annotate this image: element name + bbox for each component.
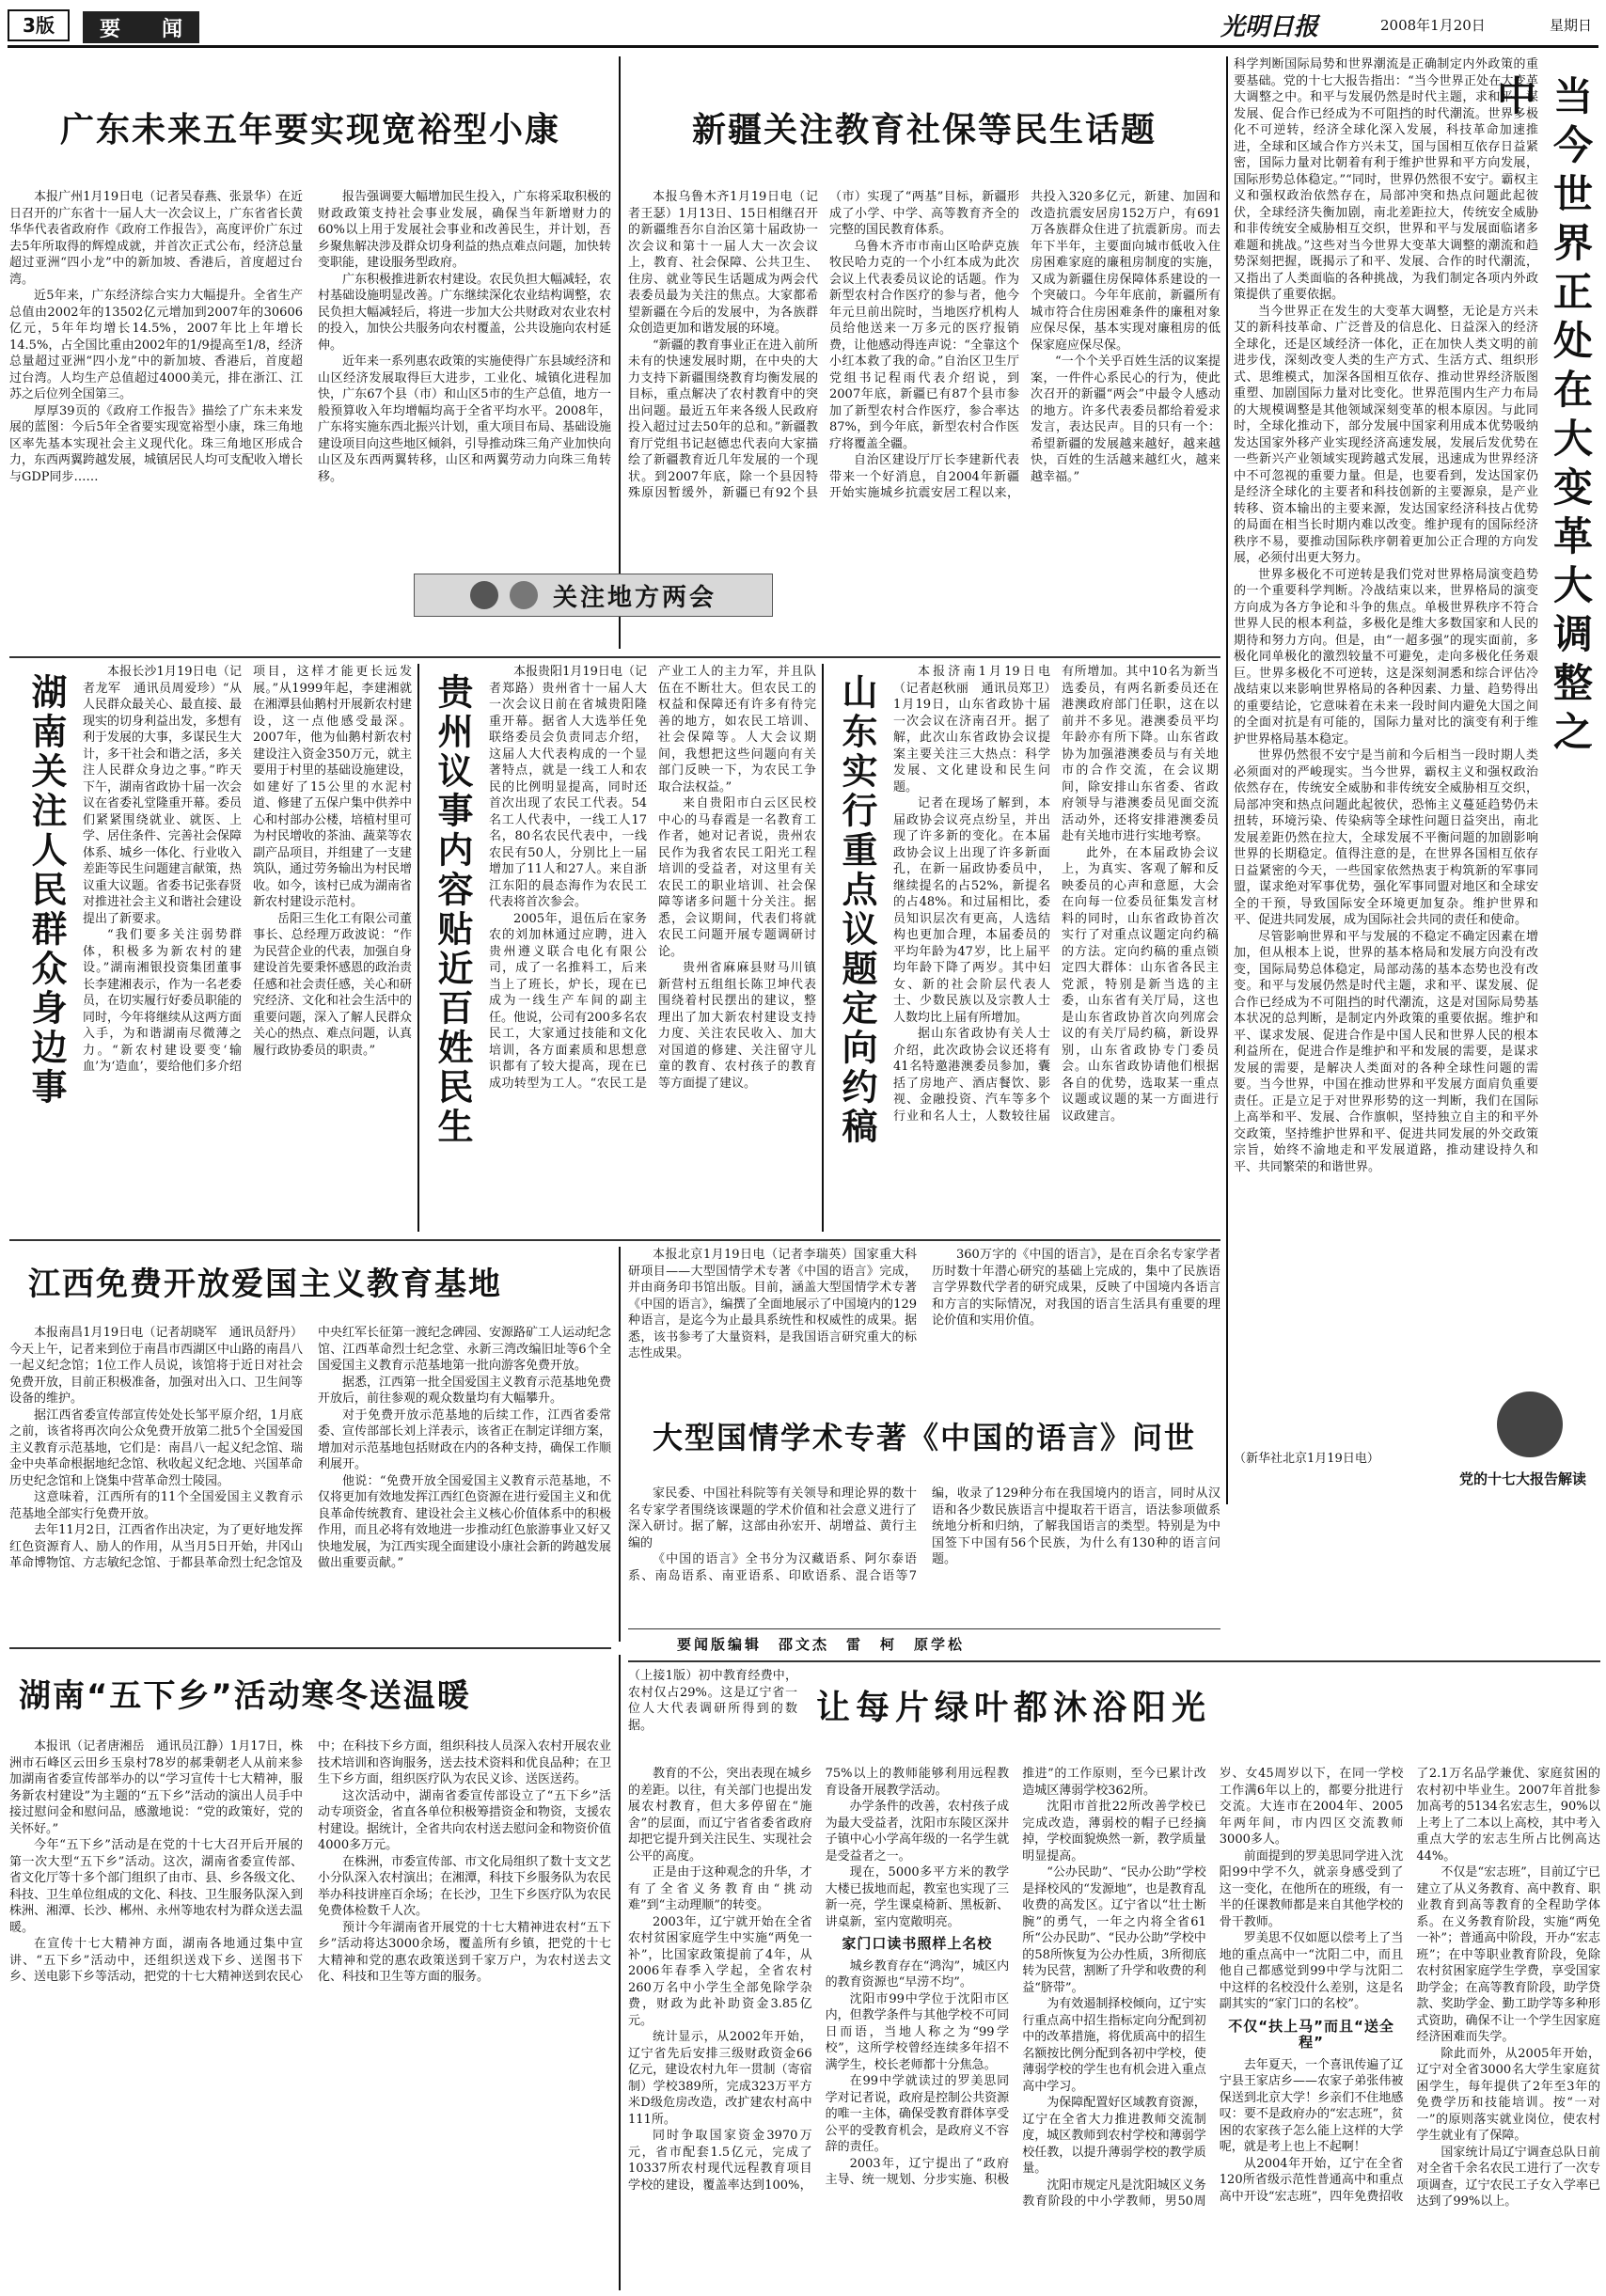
intro-box	[628, 1668, 797, 1762]
paragraph: 为保障配置好区域教育资源，辽宁在全省大力推进教师交流制度，城区教师到农村学校和薄弱学校任教，以提升薄弱学校的教学质量。	[1022, 2096, 1206, 2176]
paragraph: 360万字的《中国的语言》，是在百余名专家学者历时数十年潜心研究的基础上完成的，集中了民族语言学界数代学者的研究成果，反映了中国境内各语言和方言的实际情况，对我国的语言生活具有重要的理论价值和实用价值。	[932, 1248, 1220, 1328]
paragraph: 今年“五下乡”活动是在党的十七大召开后开展的第一次大型“五下乡”活动。这次，湖南省委宣传部、省文化厅等十多个部门组织了由市、县、乡各级文化、科技、卫生单位组成的文化、科技、卫生服务队深入到株洲、湘潭、长沙、郴州、永州等地农村为群众送去温暖。	[9, 1838, 304, 1935]
series-label: 党的十七大报告解读	[1459, 1470, 1587, 1487]
paragraph: 本报南昌1月19日电（记者胡晓军 通讯员舒丹）今天上午，记者来到位于南昌市西湖区中山路的南昌八一起义纪念馆；1位工作人员说，该馆将于近日对社会免费开放，目前正积极准备，加强对出入口、卫生间等设备的维护。	[9, 1326, 304, 1406]
column-rule	[619, 1247, 621, 1642]
paragraph: 此外，在本届政协会议上，为真实、客观了解和反映委员的心声和意愿，大会在向每一位委员征集发言材料的同时，山东省政协首次实行了对重点议题定向约稿的方法。定向约稿的重点锁定四大群体：山东省各民主党派，特别是新当选的主委，山东省有关厅局，这也是山东省政协首次向列席会议的有关厅局约稿，新设界别，山东省政协专门委员会。山东省政协请他们根据各自的优势，选取某一重点议题或议题的某一方面进行议政建言。	[1062, 845, 1219, 1124]
paragraph: “一个个关乎百姓生活的议案提案，一件件心系民心的行为，使此次召开的新疆“两会”中最令人感动的地方。许多代表委员都给着爱求发言，表达民声。目的只有一个：希望新疆的发展越来越好，越来越快，百姓的生活越来越红火，越来越幸福。”	[1031, 354, 1220, 484]
paragraph: 办学条件的改善，农村孩子成为最大受益者，沈阳市东陵区深井子镇中心小学高年级的一名学生就是受益者之一。	[825, 1800, 1010, 1864]
article-body	[1234, 56, 1538, 1429]
headline: 让每片绿叶都沐浴阳光	[816, 1689, 1212, 1727]
paragraph: 现在，5000多平方米的教学大楼已拔地而起，教室也实现了三新一亮，学生课桌椅新、黑板新、讲桌新，室内宽敞明亮。	[825, 1865, 1010, 1929]
header-rule	[8, 45, 1598, 48]
page-number: 3版	[8, 9, 70, 41]
headline: 广东未来五年要实现宽裕型小康	[59, 111, 560, 149]
paragraph: 预计今年湖南省开展党的十七大精神进农村“五下乡”活动将达3000余场，覆盖所有乡镇，把党的十七大精神和党的惠农政策送到千家万户，为农村送去文化、科技和卫生等方面的服务。	[318, 1920, 611, 1984]
paragraph: 近5年来，广东经济综合实力大幅提升。全省生产总值由2002年的13502亿元增加到2007年的30606亿元，5年年均增长14.5%，2007年比上年增长14.5%，占全国比重由2002年的1/9提高至1/8，经济总量超过亚洲“四小龙”中的新加坡、香港后，首度超过台湾。人均生产总值超过4000美元，排在浙江、江苏之后位列全国第三。	[9, 289, 303, 401]
article-language	[628, 1247, 1220, 1627]
article-body	[9, 1738, 611, 2290]
emblem-icon	[470, 581, 498, 609]
paragraph: 本报讯（记者唐湘岳 通讯员江静）1月17日，株洲市石峰区云田乡玉泉村78岁的郝秉朝老人从前来参加湖南省委宣传部举办的以“学习宣传十七大精神，服务新农村建设”为主题的“五下乡”活动的演出人员手中接过慰问金和慰问品，感激地说：“党的政策好，党的关怀好。”	[9, 1739, 303, 1836]
subheading: 不仅“扶上马”而且“送全程”	[1228, 2017, 1394, 2051]
paragraph: 据山东省政协有关人士介绍，此次政协会议还将有41名特邀港澳委员参加，囊括了房地产、酒店餐饮、影视、金融投资、汽车等多个行业和名人士，人数较往届有所增加。其中10名为新当选委员，有两名新委员还在港澳政府部门任职，这在以前并不多见。港澳委员平均年龄亦有所下降。山东省政协为加强港澳委员与有关地市的合作交流，在会议期间，除安排山东省委、省政府领导与港澳委员见面交流活动外，还将安排港澳委员赴有关地市进行实地考察。	[893, 665, 1219, 1124]
column-rule	[619, 56, 621, 649]
paragraph: 罗美思不仅如愿以偿考上了当地的重点高中一“沈阳二中，而且他自己都感觉到99中学与沈阳二中这样的名校没什么差别，这是名副其实的“家门口的名校”。	[1219, 1931, 1404, 2011]
section-rule	[9, 1647, 611, 1649]
article-guangdong	[9, 56, 611, 649]
paragraph: 科学判断国际局势和世界潮流是正确制定内外政策的重要基础。党的十七大报告指出：“当今世界正处在大变革大调整之中。和平与发展仍然是时代主题，求和平、谋发展、促合作已经成为不可阻挡的时代潮流。世界多极化不可逆转，经济全球化深入发展，科技革命加速推进，全球和区域合作方兴未艾，国与国相互依存日益紧密，国际力量对比朝着有利于维护世界和平方向发展，国际形势总体稳定。”“同时，世界仍然很不安宁。霸权主义和强权政治依然存在，局部冲突和热点问题此起彼伏，全球经济失衡加剧，南北差距拉大，传统安全威胁和非传统安全威胁相互交织，世界和平与发展面临诸多难题和挑战。”这些对当今世界大变革大调整的潮流和趋势深刻把握，既揭示了和平、发展、合作的时代潮流，又指出了人类面临的各种挑战，为我们制定各项内外政策提供了重要依据。	[1234, 57, 1538, 302]
paragraph: 他说：“免费开放全国爱国主义教育示范基地，不仅将更加有效地发挥江西红色资源在进行爱国主义和优良革命传统教育、建设社会主义核心价值体系中的积极作用，而且必将有效地进一步推动红色旅游事业又好又快地发展，为江西实现全面建设小康社会新的跨越发展做出重要贡献。”	[318, 1473, 611, 1570]
headline: 贵州议事内容贴近百姓民生	[432, 673, 473, 1147]
editor-rule	[628, 1628, 1220, 1629]
article-hunan-wuxiaxiang	[9, 1655, 611, 2290]
section-rule	[9, 1239, 1220, 1241]
paragraph: 同时争取国家资金3970万元，省市配套1.5亿元，完成了10337所农村现代远程教育项目学校的建设，覆盖率达到100%，75%以上的教师能够利用远程教育设备开展教学活动。	[628, 1767, 1010, 2193]
paragraph: 城乡教育存在“鸿沟”，城区内的教育资源也“早涝不均”。	[825, 1958, 1010, 1989]
paragraph: 世界仍然很不安宁是当前和今后相当一段时期人类必须面对的严峻现实。当今世界，霸权主义和强权政治依然存在，传统安全威胁和非传统安全威胁相互交织，局部冲突和热点问题此起彼伏，恐怖主义蔓延趋势仍未扭转，环境污染、传染病等全球性问题日益突出，南北发展差距仍然在拉大，全球发展不平衡问题的加剧影响世界的长期稳定。值得注意的是，在世界各国相互依存日益紧密的今天，一些国家依然热衷于构筑新的军事同盟，谋求绝对军事优势，强化军事同盟对地区和全球安全的干预，导致国际安全环境更加复杂。维护世界和平、促进共同发展，成为国际社会共同的责任和使命。	[1234, 748, 1538, 927]
series-badge	[1459, 1392, 1600, 1495]
paragraph: 报告强调要大幅增加民生投入，广东将采取积极的财政政策支持社会事业发展，确保当年新增财力的60%以上用于发展社会事业和改善民生，并计划，吾乡聚焦解决涉及群众切身利益的热点难点问题，加快转变职能，建设服务型政府。	[318, 190, 611, 270]
paragraph: 去年11月2日，江西省作出决定，为了更好地发挥红色资源育人、励人的作用，从当月5日开始，井冈山革命博物馆、方志敏纪念馆、于都县革命烈士纪念馆及中央红军长征第一渡纪念碑园、安源路矿工人运动纪念馆、江西革命烈士纪念堂、永新三湾改编旧址等6个全国爱国主义教育示范基地第一批向游客免费开放。	[9, 1326, 611, 1570]
paragraph: 沈阳市规定凡是沈阳城区义务教育阶段的中小学教师，男50周岁、女45周岁以下，在同一学校工作满6年以上的，都要分批进行交流。大连市在2004年、2005年两年间，市内四区交流教师3000多人。	[1022, 1767, 1404, 2209]
paragraph: “公办民助”、“民办公助”学校是择校风的“发源地”，也是教育乱收费的高发区。辽宁省以“壮士断腕”的勇气，一年之内将全省61所“公办民助”、“民办公助”学校中的58所恢复为公办性质，3所彻底转为民营，割断了升学和收费的利益“脐带”。	[1022, 1865, 1206, 1995]
paragraph: 厚厚39页的《政府工作报告》描绘了广东未来发展的蓝图：今后5年全省要实现宽裕型小康，珠三角地区率先基本实现社会主义现代化。珠三角地区形成合力，东西两翼跨越发展，城镇居民人均可支配收入增长与GDP同步……	[9, 403, 304, 484]
section-rule	[9, 656, 1220, 658]
paragraph: 自治区建设厅厅长李建新代表带来一个好消息，自2004年新疆开始实施城乡抗震安居工程以来，共投入320多亿元，新建、加固和改造抗震安居房152万户，有691万各族群众住进了抗震新房。而去年下半年，主要面向城市低收入住房困难家庭的廉租房制度的实施，又成为新疆住房保障体系建设的一个突破口。今年年底前，新疆所有城市符合住房困难条件的廉租对象应保尽保，基本实现对廉租房的低保家庭应保尽保。	[829, 190, 1220, 500]
paragraph: 本报乌鲁木齐1月19日电（记者王瑟）1月13日、15日相继召开的新疆维吾尔自治区第十届政协一次会议和第十一届人大一次会议上，教育、社会保障、公共卫生、住房、就业等民生话题成为两会代表委员最为关注的焦点。大家都希望新疆在今后的发展中，为各族群众创造更加和谐发展的环境。	[628, 190, 818, 336]
paragraph: 家民委、中国社科院等有关领导和理论界的数十名专家学者围绕该课题的学术价值和社会意义进行了深入研讨。据了解，这部由孙宏开、胡增益、黄行主编的	[628, 1486, 917, 1550]
emblem-icon-2	[510, 581, 538, 609]
paragraph: 统计显示，从2002年开始，辽宁省先后安排三级财政资金66亿元，建设农村九年一贯制（寄宿制）学校389所，完成323万平方米D级危房改造，改扩建农村高中111所。	[628, 2030, 812, 2127]
paragraph: 尽管影响世界和平与发展的不稳定不确定因素在增加，但从根本上说，世界的基本格局和发展方向没有改变，国际局势总体稳定，局部动荡的基本态势也没有改变。和平与发展仍然是时代主题，求和平、谋发展、促合作已经成为不可阻挡的时代潮流，这是对国际局势基本状况的总判断，是制定内外政策的重要依据。维护和平、谋求发展、促进合作是中国人民和世界人民的根本利益所在，促进合作是维护和平和发展的需要，是谋求发展的需要，是解决人类面对的各种全球性问题的需要。当今世界，中国在推动世界和平发展方面肩负重要责任。正是立足于对世界形势的这一判断，我们在国际上高举和平、发展、合作旗帜，坚持独立自主的和平外交政策，坚持维护世界和平、促进共同发展的外交政策宗旨，始终不渝地走和平发展道路，推动建设持久和平、共同繁荣的和谐世界。	[1234, 929, 1538, 1174]
page-header	[8, 6, 1598, 43]
paragraph: “新疆的教育事业正在进入前所未有的快速发展时期，在中央的大力支持下新疆围绕教育均衡发展的目标，重点解决了农村教育中的突出问题。最近五年来各级人民政府投入超过过去50年的总和。”新疆教育厅党组书记赵德忠代表向大家描绘了新疆教育近几年发展的一个现状。到2007年底，除一个县因特殊原因暂缓外，新疆已有92个县（市）实现了“两基”目标，新疆形成了小学、中学、高等教育齐全的完整的国民教育体系。	[628, 190, 1019, 500]
paragraph: 世界多极化不可逆转是我们党对世界格局演变趋势的一个重要科学判断。冷战结束以来，世界格局的演变方向成为各方争论和斗争的焦点。单极世界秩序不符合世界人民的根本利益，多极化是维大多数国家和人民的期待和努力方向。但是，由“一超多强”的现实面前，多极化同单极化的激烈较量不可避免，走向多极化任务艰巨。世界多极化不可逆转，这是深刻洞悉和综合评估冷战结束以来影响世界格局的各种因素、力量、趋势得出的重要结论，它意味着在未来一段时间内避免大国之间的全面对抗是有可能的，国际力量对比的演变有利于维护世界格局基本稳定。	[1234, 567, 1538, 747]
column-rule	[417, 664, 419, 1232]
paragraph: 去年夏天，一个喜讯传遍了辽宁县王家店乡——农家子弟张伟被保送到北京大学！乡亲们不住地感叹：要不是政府办的“宏志班”，贫困的农家孩子怎么能上这样的大学呢，就是考上也上不起啊！	[1219, 2057, 1404, 2154]
headline: 山东实行重点议题定向约稿	[836, 673, 877, 1147]
editor-credit: 要闻版编辑 邵文杰 雷 柯 原学松	[677, 1636, 966, 1653]
paragraph: 正是由于这种观念的升华，才有了全省义务教育由“挑动难”到“主动理顺”的转变。	[628, 1865, 812, 1912]
paragraph: 据江西省委宣传部宣传处处长邹平原介绍，1月底之前，该省将再次向公众免费开放第二批5个全国爱国主义教育示范基地，它们是：南昌八一起义纪念馆、瑞金中央革命根据地纪念馆、秋收起义纪念地、兴国革命历史纪念馆和上饶集中营革命烈士陵园。	[9, 1407, 304, 1488]
headline: 新疆关注教育社保等民生话题	[691, 111, 1157, 149]
article-body-top	[628, 1247, 1220, 1388]
paragraph: 据悉，江西第一批全国爱国主义教育示范基地免费开放后，前往参观的观众数量均有大幅攀升。	[318, 1375, 611, 1406]
article-shandong	[827, 664, 1220, 1232]
paragraph: 本报长沙1月19日电（记者龙军 通讯员周爱珍）“从人民群众最关心、最直接、最现实的切身利益出发，多想有利于发展的大事，多谋民生大计，多干社会和谐之活，多关注人民群众身边之事。”昨天下午，湖南省政协十届一次会议在省委礼堂隆重开幕。委员们紧紧围绕就业、就医、上学、居住条件、完善社会保障体系、城乡一体化、行业收入差距等民生问题建言献策，热议重大议题。省委书记张春贤对推进社会主义和谐社会建设提出了新要求。	[83, 665, 243, 926]
issue-date: 2008年1月20日	[1380, 17, 1486, 34]
paragraph: 本报广州1月19日电（记者吴春燕、张景华）在近日召开的广东省十一届人大一次会议上，广东省省长黄华华代表省政府作《政府工作报告》，高度评价广东过去5年所取得的辉煌成就，并首次正式公布，经济总量超过亚洲“四小龙”中的新加坡、香港后，首度超过台湾。	[9, 190, 304, 287]
paragraph: 这意味着，江西所有的11个全国爱国主义教育示范基地全部实行免费开放。	[9, 1490, 303, 1521]
paragraph: 沈阳市99中学位于沈阳市区内，但教学条件与其他学校不可同日而语，当地人称之为“99学校”，这所学校曾经连续多年招不满学生，校长老师都十分焦急。	[825, 1991, 1010, 2072]
intro-text: （上接1版）初中教育经费中，农村仅占29%。这是辽宁省一位人大代表调研所得到的数据。	[628, 1669, 797, 1733]
article-body-bottom	[628, 1486, 1220, 1608]
paragraph: 广东积极推进新农村建设。农民负担大幅减轻，农村基础设施明显改善。广东继续深化农业结构调整，农民负担大幅减轻后，将进一步加大公共财政对农业农村的投入，加快公共服务向农村覆盖，公共设施向农村延伸。	[318, 272, 611, 353]
article-body	[489, 664, 816, 1228]
paragraph: 近年来一系列惠农政策的实施使得广东县域经济和山区经济发展取得巨大进步，工业化、城镇化进程加快，广东67个县（市）和山区5市的生产总值，地方一般预算收入年均增幅均高于全省平均水平。2008年，广东将实施东西北振兴计划，重大项目布局、基础设施建设项目向这些地区倾斜，引导推动珠三角产业加快向山区及东西两翼转移，山区和两翼劳动力向珠三角转移。	[318, 354, 611, 484]
party-emblem-icon	[1497, 1392, 1563, 1457]
paragraph: 2003年，辽宁提出了“政府主导、统一规划、分步实施、积极推进”的工作原则，至今已累计改造城区薄弱学校362所。	[825, 1767, 1206, 2187]
article-xinjiang	[628, 56, 1220, 649]
paragraph: 在99中学就读过的罗美思同学对记者说，政府是控制公共资源的唯一主体，确保受教育群体享受公平的受教育机会，是政府义不容辞的责任。	[825, 2074, 1010, 2154]
column-rule	[822, 664, 824, 1232]
paragraph: 记者在现场了解到，本届政协会议亮点纷呈，并出现了许多新的变化。在本届政协会议上出现了许多新面孔，在新一届政协委员中，继续提名的占52%，新提名的占48%。和过届相比，委员知识层次有更高，人选结构也更加合理，本届委员的平均年龄为47岁，比上届平均年龄下降了两岁。其中妇女、新的社会阶层代表人士、少数民族以及宗教人士人数均比上届有所增加。	[893, 796, 1050, 1025]
paragraph: 国家统计局辽宁调查总队日前对全省千余名农民工进行了一次专项调查，辽宁农民工子女入学率已达到了99%以上。	[1416, 2145, 1600, 2209]
column-rule	[619, 1655, 621, 2290]
masthead: 光明日报	[1220, 13, 1319, 41]
byline: （新华社北京1月19日电）	[1234, 1452, 1379, 1466]
headline: 湖南“五下乡”活动寒冬送温暖	[19, 1677, 471, 1715]
paragraph: 除此而外，从2005年开始，辽宁对全省3000名大学生家庭贫困学生，每年提供了2年至3年的免费学历和技能培训。按“一对一”的原则落实就业岗位，使农村学生就业有了保障。	[1416, 2046, 1600, 2143]
paragraph: 前面提到的罗美思同学进入沈阳99中学不久，就亲身感受到了这一变化，在他所在的班级，有一半的任课教师都是来自其他学校的骨干教师。	[1219, 1848, 1404, 1929]
paragraph: 对于免费开放示范基地的后续工作，江西省委常委、宣传部部长刘上洋表示，该省正在制定详细方案，增加对示范基地包括财政在内的各种支持，确保工作顺利展开。	[318, 1407, 611, 1471]
headline: 大型国情学术专著《中国的语言》问世	[652, 1420, 1196, 1455]
paragraph: 乌鲁木齐市市南山区哈萨克族牧民哈力克的一个小红本成为此次会议上代表委员议论的话题。作为新型农村合作医疗的参与者，他今年元旦前出院时，当地医疗机构人员给他送来一万多元的医疗报销费，让他感动得连声说：“全靠这个小红本救了我的命。”自治区卫生厅党组书记程雨代表介绍说，到2007年底，新疆已有87个县市参加了新型农村合作医疗，参合率达87%，到今年底，新型农村合作医疗将覆盖全疆。	[829, 239, 1019, 451]
paragraph: 岳阳三生化工有限公司董事长、总经理万政波说：“作为民营企业的代表，加强自身建设首先要秉怀感恩的政治责任感和社会责任感，关心和研究经济、文化和社会生活中的重要问题，深入了解人民群众关心的热点、难点问题，认真履行政协委员的职责。”	[253, 911, 413, 1058]
article-body	[83, 664, 412, 1228]
headline: 当今世界正处在大变革大调整之中	[1491, 75, 1594, 760]
column-rule	[1226, 56, 1228, 1504]
paragraph: 2003年，辽宁就开始在全省农村贫困家庭学生中实施“两免一补”，比国家政策提前了4年，从2006年春季入学起，全省农村260万名中小学生全部免除学杂费，财政为此补助资金3.85亿元。	[628, 1914, 812, 2028]
article-body	[893, 664, 1219, 1228]
paragraph: 贵州省麻麻县财马川镇新营村五组组长陈卫坤代表围绕着村民摆出的建议，整理出了加大新农村建设支持力度、关注农民收入、加大对国道的修建、关注留守儿童的教育、农村孩子的教育等方面提了建议。	[658, 961, 816, 1091]
paragraph: “我们要多关注弱势群体，积极多为新农村的建设。”湖南湘银投资集团董事长李建湘表示，作为一名老委员，在切实履行好委员职能的同时，今年将继续从这两方面入手，为和谐湖南尽微薄之力。“新农村建设要变‘输血’为‘造血’，要给他们多介绍项目，这样才能更长远发展。”从1999年起，李建湘就在湘潭县仙鹅村开展新农村建设，这一点他感受最深。2007年，他为仙鹅村新农村建设注入资金350万元，就主要用于村里的基础设施建设，如建好了15公里的水泥村道、修建了五保户集中供养中心和村部办公楼，培植村里可为村民增收的茶油、蔬菜等农副产品项目，并组建了一支建筑队，通过劳务输出为村民增收。如今，该村已成为湖南省新农村建设示范村。	[83, 665, 413, 1074]
paragraph: 本报济南1月19日电（记者赵秋丽 通讯员郑卫）1月19日，山东省政协十届一次会议在济南召开。据了解，此次山东省政协会议提案主要关注三大热点：科学发展、文化建设和民生问题。	[893, 665, 1050, 794]
paragraph: 为有效遏制择校倾向，辽宁实行重点高中招生指标定向分配到初中的改革措施，将优质高中的招生名额按比例分配到各初中学校，使薄弱学校的学生也有机会进入重点高中学习。	[1022, 1997, 1206, 2094]
paragraph: 本报北京1月19日电（记者李瑞英）国家重大科研项目——大型国情学术专著《中国的语言》完成，并由商务印书馆出版。目前，涵盖大型国情学术专著《中国的语言》，编撰了全面地展示了中国境内的129种语言，是迄今为止最具系统性和权威性的成果。据悉，该书参考了大量资料，是我国语言研究重大的标志性成果。	[628, 1248, 917, 1360]
subheading: 家门口读书照样上名校	[842, 1935, 993, 1952]
paragraph: 本报贵阳1月19日电（记者郑路）贵州省十一届人大一次会议日前在省城贵阳隆重开幕。据省人大选举任免联络委员会负责同志介绍，这届人大代表构成的一个显著特点，就是一线工人和农民的比例明显提高，同时还首次出现了农民工代表。54名工人代表中，一线工人17名，80名农民代表中，一线农民有50人，分别比上一届增加了11人和27人。来自浙江东阳的晨态海作为农民工代表将首次参会。	[489, 665, 647, 909]
paragraph: 不仅是“宏志班”，目前辽宁已建立了从义务教育、高中教育、职业教育到高等教育的全程助学体系。在义务教育阶段，实施“两免一补”；普通高中阶段，开办“宏志班”；在中等职业教育阶段，免除农村贫困家庭学生学费，享受国家助学金；在高等教育阶段，助学贷款、奖助学金、勤工助学等多种形式资助，确保不让一个学生因家庭经济困难而失学。	[1416, 1865, 1600, 2044]
article-greenleaf	[628, 1668, 1600, 2290]
paragraph: 当今世界正在发生的大变革大调整，无论是方兴未艾的新科技革命、广泛普及的信息化、日益深入的经济全球化，还是区域经济一体化，正在加快人类文明的前进步伐，深刻改变人类的生产方式、生活方式、组织形式、思维模式，加深各国相互依存、推动世界经济版图重塑、加剧国际力量对比变化。世界范围内生产力布局的大规模调整是其他领域深刻变革的根本原因。与此同时，全球化推动下，部分发展中国家利用成本优势吸纳发达国家外移产业实现经济高速发展，发展后发优势在一些新兴产业领域实现跨越式发展，迅速成为世界经济中不可忽视的重要力量。但是，也要看到，发达国家仍是经济全球化的主要者和科技创新的主要源泉，是产业转移、资本输出的主要来源，发达国家经济科技占优势的局面在相当长时期内难以改变。维护现有的国际经济秩序不易，要推动国际秩序朝着更加公正合理的方向发展，必须付出更大努力。	[1234, 304, 1538, 565]
article-guizhou	[423, 664, 818, 1232]
article-jiangxi	[9, 1247, 611, 1642]
issue-weekday: 星期日	[1550, 17, 1593, 34]
article-hunan	[9, 664, 414, 1232]
headline: 湖南关注人民群众身边事	[25, 673, 67, 1108]
section-banner	[414, 574, 773, 617]
banner-label: 关注地方两会	[552, 583, 716, 612]
headline: 江西免费开放爱国主义教育基地	[28, 1266, 502, 1303]
paragraph: 这次活动中，湖南省委宣传部设立了“五下乡”活动专项资金，省直各单位积极筹措资金和物资，支援农村建设。据统计，全省共向农村送去慰问金和物资价值4000多万元。	[318, 1788, 611, 1852]
paragraph: 教育的不公，突出表现在城乡的差距。以往，有关部门也提出发展农村教育，但大多停留在“施舍”的层面，而辽宁省省委省政府却把它提升到关注民生、实现社会公平的高度。	[628, 1767, 812, 1864]
section-title: 要 闻	[83, 11, 199, 43]
article-body	[9, 1325, 611, 1641]
article-body	[628, 1766, 1600, 2288]
section-rule	[628, 1660, 1600, 1662]
paragraph: 2005年，退伍后在家务农的刘加林通过应聘，进入贵州遵义联合电化有限公司，成了一名推料工，后来当上了班长，炉长，现在已成为一线生产车间的副主任。他说，公司有200多名农民工，大家通过技能和文化培训，各方面素质和思想意识都有了较大提高，现在已成功转型为工人。“农民工是产业工人的主力军，并且队伍在不断壮大。但农民工的权益和保障还有许多有待完善的地方，如农民工培训、社会保障等。人大会议期间，我想把这些问题向有关部门反映一下，为农民工争取合法权益。”	[489, 665, 816, 1091]
paragraph: 《中国的语言》全书分为汉藏语系、阿尔泰语系、南岛语系、南亚语系、印欧语系、混合语等7编，收录了129种分布在我国境内的语言，同时从汉语和各少数民族语言中提取若干语言，语法参项做系统地分析和归纳，了解我国语言的类型。特别是为中国签下中国有56个民族，为什么有130种的语言问题。	[628, 1486, 1220, 1583]
paragraph: 来自贵阳市白云区民校中心的马春霞是一名教育工作者，她对记者说，贵州农民作为我省农民工阳光工程培训的受益者，对这里有关农民工的职业培训、社会保障等诸多问题十分关注。据悉，会议期间，代表们将就农民工问题开展专题调研讨论。	[658, 796, 816, 959]
paragraph: 在宣传十七大精神方面，湖南各地通过集中宣讲、“五下乡”活动中，还组织送戏下乡、送图书下乡、送电影下乡等活动，把党的十七大精神送到农民心中；在科技下乡方面，组织科技人员深入农村开展农业技术培训和咨询服务，送去技术资料和优良品种；在卫生下乡方面，组织医疗队为农民义诊、送医送药。	[9, 1739, 611, 1984]
article-world	[1234, 56, 1600, 1504]
paragraph: 沈阳市首批22所改善学校已完成改造，薄弱校的帽子已经摘掉，学校面貌焕然一新，教学质量明显提高。	[1022, 1800, 1206, 1864]
paragraph: 从2004年开始，辽宁在全省120所省级示范性普通高中和重点高中开设“宏志班”，四年免费招收了2.1万名品学兼优、家庭贫困的农村初中毕业生。2007年首批参加高考的5134名宏志生，90%以上考上了二本以上高校，其中考入重点大学的宏志生所占比例高达44%。	[1219, 1767, 1600, 2204]
paragraph: 在株洲，市委宣传部、市文化局组织了数十支文艺小分队深入农村演出；在湘潭，科技下乡服务队为农民举办科技讲座百余场；在长沙，卫生下乡医疗队为农民免费体检数千人次。	[318, 1854, 611, 1918]
